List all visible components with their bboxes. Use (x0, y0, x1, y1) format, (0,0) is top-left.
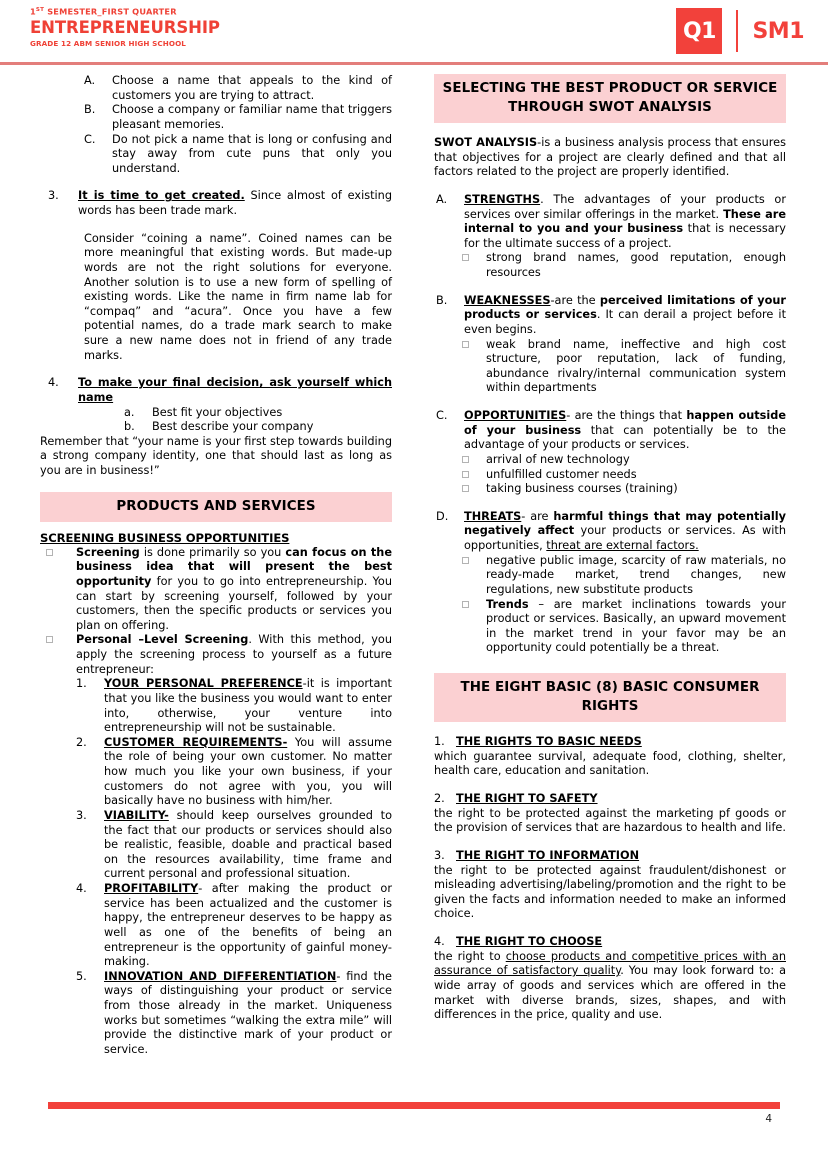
right-item-text: which guarantee survival, adequate food, clothing, shelter, health care, education and sanitation. (434, 749, 786, 778)
inline-heading: YOUR PERSONAL PREFERENCE (104, 677, 303, 691)
header-eyebrow-rest: SEMESTER_FIRST QUARTER (44, 6, 177, 17)
inline-text: Since almost of existing words has been trade mark. (78, 189, 392, 217)
list-item (434, 598, 786, 657)
banner-products-and-services: PRODUCTS AND SERVICES (40, 492, 392, 522)
list-heading: To make your final decision, ask yourself which name (78, 376, 392, 404)
inline-heading: WEAKNESSES (464, 293, 551, 307)
list-marker: C. (84, 132, 96, 146)
list-heading: THE RIGHT TO CHOOSE (456, 935, 603, 948)
square-bullet-icon (462, 598, 486, 613)
inline-bold-lead: Trends (486, 597, 529, 611)
list-marker: 4. (48, 376, 59, 390)
page-content (0, 74, 828, 1084)
swot-item-opportunities (434, 409, 786, 453)
header-subtitle: GRADE 12 ABM SENIOR HIGH SCHOOL (30, 39, 186, 49)
inline-underline-tail: threat are external factors. (546, 539, 699, 553)
inline-text-b: . You may look forward to: a wide array of goods and services which are offered in the market with diverse brands, sizes, shapes, and with differences in the price, quality and use. (434, 964, 787, 1022)
list-item (40, 133, 392, 177)
list-heading: THE RIGHT TO SAFETY (456, 792, 598, 805)
inline-bold-mid: happen outside of your business (464, 409, 786, 437)
list-item (434, 482, 786, 497)
spacer (434, 180, 786, 193)
list-item (40, 546, 392, 634)
list-marker: 1. (76, 677, 87, 691)
inline-heading: It is time to get created. (78, 189, 245, 203)
page-header (0, 0, 828, 62)
inline-text-b: that can potentially be to the advantage of your products or services. (464, 423, 786, 452)
square-bullet-icon (46, 633, 76, 648)
list-text (104, 882, 392, 970)
list-text (76, 633, 392, 677)
coining-paragraph: Consider “coining a name”. Coined names can be more meaningful that existing words. But made-up words are not the right solutions for everyone. Another solution is to use a new form of spelling of existing words. Like the name in firm name lab for “compaq” and “acura”. Once you have a few potential names, do a trade mark search to make sure a new name does not in friend of any trade marks. (84, 231, 392, 362)
list-item (434, 453, 786, 468)
list-heading: THE RIGHTS TO BASIC NEEDS (456, 735, 642, 749)
spacer (434, 497, 786, 510)
inline-text-b: that is necessary for the ultimate success of a project. (464, 222, 786, 250)
square-bullet-icon (462, 453, 486, 468)
square-bullet-icon (462, 468, 486, 483)
right-item-choose (434, 935, 786, 950)
inline-heading: CUSTOMER REQUIREMENTS- (104, 735, 288, 749)
inline-text: - after making the product or service has been actualized and the customer is happy, the entrepreneur deserves to be happy as well as one of the benefits of being an entrepreneur is the opportunity of gainful money-making. (104, 882, 392, 969)
inline-text-b: . It can derail a project before it even begins. (464, 308, 786, 336)
list-text (486, 598, 786, 657)
square-bullet-icon (462, 482, 486, 497)
header-eyebrow-superscript: ST (35, 7, 45, 13)
spacer (40, 363, 392, 376)
list-item (40, 103, 392, 132)
list-marker: A. (84, 74, 96, 87)
inline-bold-lead: SWOT ANALYSIS (434, 136, 538, 150)
square-bullet-icon (462, 338, 486, 353)
inline-text-a: the right to (434, 949, 506, 963)
inline-heading: STRENGTHS (464, 192, 541, 206)
left-column (40, 74, 392, 1084)
inline-text: is done primarily so you (139, 545, 286, 559)
list-marker: 4. (434, 935, 445, 948)
header-title: ENTREPRENEURSHIP (30, 17, 220, 37)
inline-text-a: -are the (550, 293, 600, 307)
page-footer (0, 1085, 828, 1171)
list-marker: D. (436, 509, 449, 523)
remember-paragraph: Remember that “your name is your first step towards building a strong company identity, one that should last as long as you are in business!” (40, 434, 392, 477)
inline-heading: OPPORTUNITIES (464, 409, 567, 423)
list-text (104, 677, 392, 736)
inline-text: . With this method, you apply the screening process to yourself as a future entrepreneur: (76, 633, 392, 676)
square-bullet-icon (462, 251, 486, 266)
right-item-text: the right to be protected against the marketing pf goods or the provision of services that are hazardous to health and life. (434, 806, 786, 835)
list-marker: 3. (48, 189, 59, 203)
list-item (40, 420, 392, 435)
inline-bold-mid: can focus on the business idea that will present the best opportunity (76, 545, 392, 588)
spacer (434, 123, 786, 136)
list-item (40, 736, 392, 809)
right-item-basic-needs (434, 735, 786, 750)
module-badge: SM1 (752, 18, 804, 44)
screening-heading: SCREENING BUSINESS OPPORTUNITIES (40, 530, 290, 545)
spacer (434, 922, 786, 935)
header-eyebrow (30, 7, 220, 17)
inline-text: – are market inclinations towards your product or services. Basically, an upward movement in the market trend in your favor may be an opportunity could potentially be a threat. (486, 597, 786, 655)
right-item-safety (434, 792, 786, 807)
list-text (464, 510, 786, 554)
spacer (434, 779, 786, 792)
list-item (40, 677, 392, 736)
list-marker: 4. (76, 882, 87, 896)
list-heading: THE RIGHT TO INFORMATION (456, 848, 640, 862)
list-marker: 2. (434, 792, 445, 805)
list-marker: 3. (434, 848, 445, 862)
inline-text-a: . The advantages of your products or services over similar offerings in the market. (464, 192, 786, 221)
header-divider-rule (0, 62, 828, 65)
inline-text: -is a business analysis process that ensures that objectives for a project are clearly defined and that all factors related to the project are properly identified. (434, 136, 786, 179)
right-item-text (434, 950, 786, 1023)
list-marker: 1. (434, 735, 445, 749)
list-item (434, 338, 786, 397)
list-text (104, 970, 392, 1058)
header-branding (30, 7, 220, 48)
banner-swot-analysis: SELECTING THE BEST PRODUCT OR SERVICE THROUGH SWOT ANALYSIS (434, 74, 786, 123)
list-marker: B. (436, 293, 448, 307)
spacer (434, 281, 786, 294)
spacer (40, 479, 392, 492)
list-item (40, 74, 392, 103)
list-text (104, 736, 392, 809)
list-text: Best fit your objectives (152, 405, 283, 419)
inline-text: You will assume the role of being your own customer. No matter how much you like your own business, if your customers do not agree with you, you will basically have no business with him/her. (104, 735, 392, 808)
list-item-3 (40, 189, 392, 218)
spacer (434, 396, 786, 409)
list-item (434, 468, 786, 483)
inline-text-a: - are the things that (566, 409, 687, 423)
spacer (434, 656, 786, 673)
inline-text: -it is important that you like the business you would want to enter into, otherwise, your venture into entrepreneurship will not be sustainable. (104, 677, 392, 735)
swot-item-threats (434, 510, 786, 554)
inline-underline-mid: choose products and competitive prices with an assurance of satisfactory quality (434, 949, 786, 978)
header-eyebrow-prefix: 1 (30, 6, 36, 17)
spacer (40, 176, 392, 189)
inline-bold-lead: Personal –Level Screening (76, 633, 249, 647)
inline-heading: THREATS (464, 509, 522, 523)
list-text (464, 294, 786, 338)
footer-divider-rule (48, 1102, 780, 1109)
right-item-information (434, 849, 786, 864)
list-text: negative public image, scarcity of raw materials, no ready-made market, trend changes, new regulations, new substitute products (486, 553, 786, 596)
list-text: strong brand names, good reputation, enough resources (486, 251, 786, 280)
list-item (40, 406, 392, 421)
swot-intro-paragraph (434, 136, 786, 180)
inline-bold-lead: Screening (76, 545, 140, 559)
list-item (434, 251, 786, 280)
swot-item-strengths (434, 193, 786, 252)
spacer (40, 522, 392, 531)
inline-text-a: - are (521, 509, 554, 523)
inline-bold-mid: harmful things that may potentially negatively affect (464, 509, 786, 538)
square-bullet-icon (46, 546, 76, 561)
list-marker: C. (436, 409, 448, 423)
list-marker: 3. (76, 808, 87, 822)
list-marker: B. (84, 103, 96, 117)
list-text: Best describe your company (152, 420, 314, 434)
header-badges (676, 8, 804, 54)
spacer (434, 722, 786, 735)
swot-item-weaknesses (434, 294, 786, 338)
inline-text: - find the ways of distinguishing your product or service from those already in the market. Uniqueness works but sometimes “walking the extra mile” will provide the distinctive mark of your product or service. (104, 969, 392, 1056)
list-text: Do not pick a name that is long or confusing and stay away from cute puns that only you understand. (112, 132, 392, 175)
spacer (434, 836, 786, 849)
inline-bold-mid: These are internal to you and your business (464, 207, 786, 236)
list-text: taking business courses (training) (486, 482, 678, 496)
list-item (40, 882, 392, 970)
list-marker: b. (124, 420, 135, 434)
right-column (434, 74, 786, 1084)
list-item (40, 633, 392, 677)
list-item (40, 809, 392, 882)
square-bullet-icon (462, 554, 486, 569)
list-marker: A. (436, 192, 448, 206)
quarter-badge: Q1 (676, 8, 722, 54)
list-text (464, 409, 786, 453)
right-item-text: the right to be protected against fraudulent/dishonest or misleading advertising/labeling/promotion and the right to be given the facts and information needed to make an informed choice. (434, 863, 786, 921)
list-text: unfulfilled customer needs (486, 467, 637, 481)
list-item (434, 554, 786, 598)
list-text (76, 546, 392, 634)
banner-consumer-rights: THE EIGHT BASIC (8) BASIC CONSUMER RIGHTS (434, 673, 786, 722)
list-text: weak brand name, ineffective and high cost structure, poor reputation, lack of funding, abundance rivalry/internal communication system within departments (486, 337, 786, 395)
list-marker: 5. (76, 969, 87, 983)
page-number: 4 (765, 1113, 772, 1125)
list-text: arrival of new technology (486, 452, 630, 466)
list-marker: a. (124, 405, 135, 419)
inline-text: should keep ourselves grounded to the fact that our products or services should also be realistic, feasible, doable and practical based on the resources availability, time frame and current personal and professional situation. (104, 808, 392, 881)
inline-heading: VIABILITY- (104, 808, 169, 822)
list-text (464, 193, 786, 252)
inline-heading: PROFITABILITY (104, 882, 199, 896)
inline-heading: INNOVATION AND DIFFERENTIATION (104, 969, 337, 983)
badge-divider (736, 10, 738, 52)
spacer (40, 219, 392, 232)
list-text (78, 189, 392, 218)
inline-text-b: for you to go into entrepreneurship. You can start by screening yourself, followed by your customers, then the specific products or services you plan on offering. (76, 574, 392, 632)
inline-text-b: your products or services. As with opportunities, (464, 524, 786, 553)
list-text (104, 809, 392, 882)
list-text: Choose a name that appeals to the kind of customers you are trying to attract. (112, 74, 392, 102)
list-item-4 (40, 376, 392, 405)
list-marker: 2. (76, 735, 87, 749)
list-item (40, 970, 392, 1058)
inline-bold-mid: perceived limitations of your products or services (464, 293, 786, 322)
list-text: Choose a company or familiar name that triggers pleasant memories. (112, 103, 392, 131)
